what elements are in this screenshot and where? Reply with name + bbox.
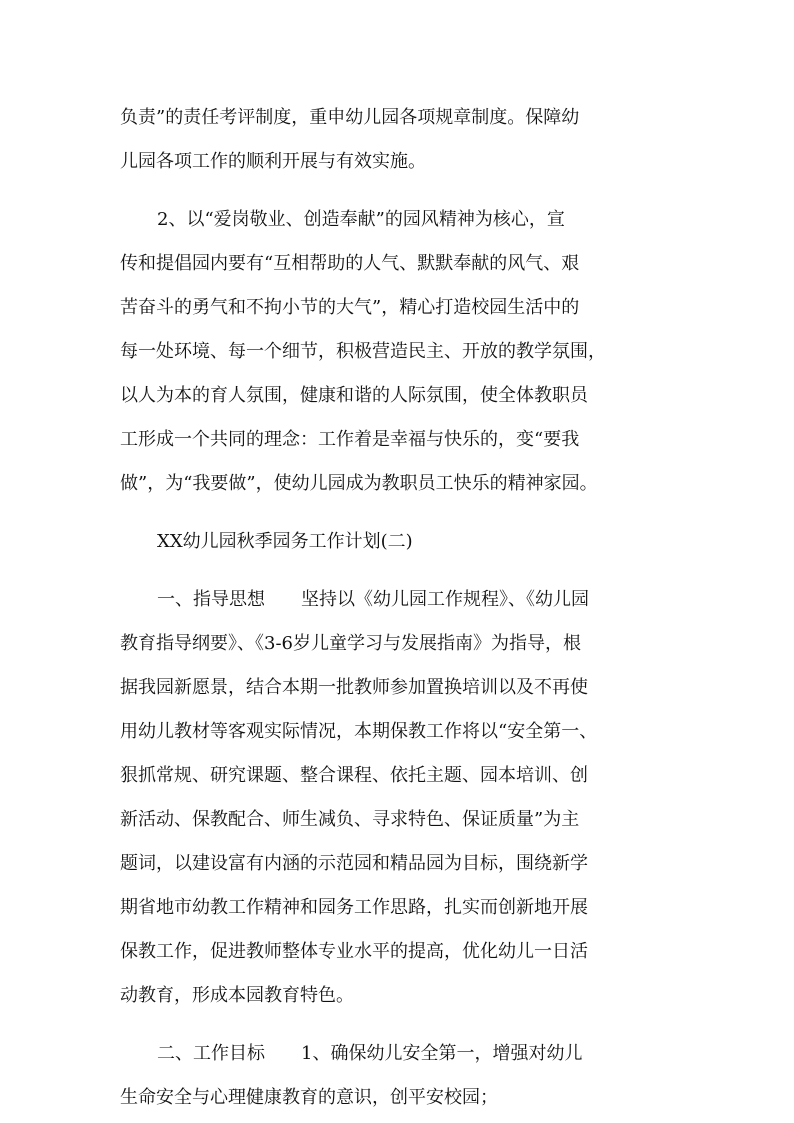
text-line: 用幼儿教材等客观实际情况，本期保教工作将以“安全第一、 (120, 721, 598, 742)
text-line: 每一处环境、每一个细节，积极营造民主、开放的教学氛围， (120, 341, 606, 362)
text-line: 据我园新愿景，结合本期一批教师参加置换培训以及不再使 (120, 677, 588, 698)
text-line: 以人为本的育人氛围，健康和谐的人际氛围，使全体教职员 (120, 385, 588, 406)
text-line: 苦奋斗的勇气和不拘小节的大气”，精心打造校园生活中的 (120, 297, 580, 318)
text-line: 保教工作，促进教师整体专业水平的提高，优化幼儿一日活 (120, 941, 588, 962)
text-line: 动教育，形成本园教育特色。 (120, 985, 354, 1006)
section-title: XX幼儿园秋季园务工作计划(二) (157, 531, 413, 552)
text-line: 2、以“爱岗敬业、创造奉献”的园风精神为核心，宣 (157, 209, 565, 230)
text-line: 教育指导纲要》、《3-6岁儿童学习与发展指南》为指导，根 (120, 633, 581, 654)
document-body (120, 96, 676, 1120)
text-line: 一、指导思想 坚持以《幼儿园工作规程》、《幼儿园 (157, 589, 589, 610)
text-line: 新活动、保教配合、师生减负、寻求特色、保证质量”为主 (120, 809, 580, 830)
text-line: 生命安全与心理健康教育的意识，创平安校园； (120, 1087, 498, 1108)
text-line: 传和提倡园内要有“互相帮助的人气、默默奉献的风气、艰 (120, 253, 580, 274)
text-line: 工形成一个共同的理念：工作着是幸福与快乐的，变“要我 (120, 429, 580, 450)
text-line: 二、工作目标 1、确保幼儿安全第一，增强对幼儿 (157, 1043, 583, 1064)
text-line: 题词，以建设富有内涵的示范园和精品园为目标，围绕新学 (120, 853, 588, 874)
text-line: 期省地市幼教工作精神和园务工作思路，扎实而创新地开展 (120, 897, 588, 918)
text-line: 儿园各项工作的顺利开展与有效实施。 (120, 151, 426, 172)
text-line: 做”，为“我要做”，使幼儿园成为教职员工快乐的精神家园。 (120, 473, 598, 494)
text-line: 狠抓常规、研究课题、整合课程、依托主题、园本培训、创 (120, 765, 588, 786)
text-line: 负责”的责任考评制度，重申幼儿园各项规章制度。保障幼 (120, 107, 580, 128)
